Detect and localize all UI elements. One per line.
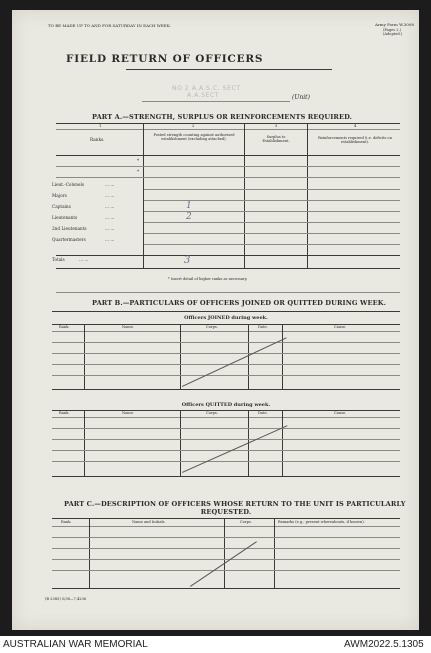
ranks-header: Ranks.: [90, 137, 105, 142]
part-c-col-corps: Corps.: [240, 520, 252, 524]
part-a-header-rule: [56, 155, 400, 156]
unit-stamp-line2: A.A.SECT: [187, 92, 220, 99]
posted-header: Posted strength counting against authorised establishment (excluding attached).: [153, 133, 235, 141]
section-rule: [56, 292, 400, 293]
form-pages: (Pages 2.): [383, 28, 402, 32]
part-b-rule: [52, 311, 400, 312]
table-row-rule: [52, 342, 400, 343]
table-row-rule: [52, 353, 400, 354]
surplus-header: Surplus to Establishment.: [262, 135, 290, 143]
table-row-rule: [52, 375, 400, 376]
rank-label: Lieut.-Colonels: [52, 182, 84, 187]
row-rule: [56, 166, 400, 167]
table-col-divider: [248, 324, 249, 389]
part-c-top-rule: [52, 518, 400, 519]
table-col-divider: [180, 410, 181, 476]
top-note: TO BE MADE UP TO AND FOR SATURDAY IN EACH WEEK.: [48, 23, 171, 28]
totals-label: Totals: [52, 257, 65, 262]
col-number-1: 1: [99, 124, 102, 128]
unit-line: [142, 101, 290, 102]
quitted-bottom-rule: [52, 476, 400, 477]
table-col-divider: [224, 518, 225, 588]
watermark-right: AWM2022.5.1305: [344, 639, 424, 650]
quitted-strike-line: [182, 425, 287, 472]
table-row-rule: [52, 461, 400, 462]
row-rule: [144, 200, 400, 201]
rank-label: 2nd Lieutenants: [52, 226, 87, 231]
part-a-top-rule: [56, 123, 400, 124]
table-row-rule: [52, 450, 400, 451]
row-rule: [144, 222, 400, 223]
quitted-col-name: Name.: [122, 411, 134, 415]
table-col-divider: [282, 324, 283, 389]
row-rule: [144, 189, 400, 190]
part-c-col-name: Name and Initials.: [132, 520, 166, 524]
unit-label: (Unit): [292, 94, 310, 101]
col-number-3: 3: [275, 124, 278, 128]
part-a-col-divider-2: [244, 123, 245, 268]
asterisk-2: *: [137, 169, 140, 174]
col-number-rule: [56, 129, 400, 130]
joined-col-corps: Corps.: [206, 325, 218, 329]
joined-col-name: Name.: [122, 325, 134, 329]
rank-label: Captains: [52, 204, 71, 209]
rank-label: Quartermasters: [52, 237, 86, 242]
print-code: (B 2585) 5/38—7,4236: [45, 597, 87, 601]
quitted-top-rule: [52, 410, 400, 411]
row-rule: [56, 177, 400, 178]
table-col-divider: [84, 324, 85, 389]
quitted-col-cause: Cause.: [334, 411, 347, 415]
joined-top-rule: [52, 324, 400, 325]
reinforcements-header: Reinforcements required (i.e. deficits on establishment).: [318, 136, 392, 144]
table-row-rule: [52, 548, 400, 549]
table-header-rule: [52, 417, 400, 418]
col-number-4: 4: [354, 124, 357, 128]
title-underline: [126, 69, 332, 70]
quitted-col-corps: Corps.: [206, 411, 218, 415]
row-rule: [144, 233, 400, 234]
quitted-col-date: Date.: [258, 411, 268, 415]
rank-dots: ... ...: [105, 226, 115, 231]
unit-stamp-line1: NO 2 A.A.S.C. SECT: [172, 85, 241, 92]
part-a-heading: PART A.—STRENGTH, SURPLUS OR REINFORCEMENTS REQUIRED.: [92, 113, 353, 121]
joined-col-rank: Rank.: [59, 325, 70, 329]
quitted-title: Officers QUITTED during week.: [181, 402, 271, 408]
asterisk-1: *: [137, 158, 140, 163]
table-row-rule: [52, 439, 400, 440]
joined-col-date: Date.: [258, 325, 268, 329]
form-adopted: (Adopted.): [383, 32, 403, 36]
rank-label: Lieutenants: [52, 215, 78, 220]
rank-dots: ... ...: [105, 237, 115, 242]
totals-value: 3: [184, 255, 191, 266]
table-row-rule: [52, 537, 400, 538]
table-col-divider: [89, 518, 90, 588]
rank-dots: ... ...: [105, 204, 115, 209]
form-sheet: [12, 10, 419, 630]
part-c-heading-line2: REQUESTED.: [200, 508, 252, 516]
joined-strike-line: [182, 337, 287, 386]
table-header-rule: [52, 331, 400, 332]
rank-dots: ... ...: [105, 215, 115, 220]
totals-rule: [56, 255, 400, 256]
row-rule: [144, 211, 400, 212]
part-a-bottom-rule: [56, 268, 400, 269]
totals-dots: ... ...: [79, 257, 89, 262]
page-title: FIELD RETURN OF OFFICERS: [66, 53, 264, 65]
table-col-divider: [180, 324, 181, 389]
rank-dots: ... ...: [105, 193, 115, 198]
joined-bottom-rule: [52, 389, 400, 390]
form-number: Army Form W.3008: [375, 22, 414, 27]
part-c-col-remarks: Remarks (e.g., present whereabouts, if known).: [278, 520, 365, 524]
lieutenants-value: 2: [186, 212, 192, 222]
table-row-rule: [52, 570, 400, 571]
part-a-col-divider-3: [307, 123, 308, 268]
captains-value: 1: [186, 201, 192, 211]
row-rule: [144, 244, 400, 245]
part-c-bottom-rule: [52, 588, 400, 589]
part-c-col-rank: Rank.: [61, 520, 72, 524]
part-b-heading: PART B.—PARTICULARS OF OFFICERS JOINED OR QUITTED DURING WEEK.: [92, 299, 386, 307]
col-number-2: 2: [192, 124, 195, 128]
table-row-rule: [52, 559, 400, 560]
part-a-footnote: * Insert detail of higher ranks as necessary.: [168, 277, 248, 281]
part-a-col-divider-1: [143, 123, 144, 268]
rank-dots: ... ...: [105, 182, 115, 187]
joined-col-cause: Cause.: [334, 325, 347, 329]
table-col-divider: [84, 410, 85, 476]
part-c-heading-line1: PART C.—DESCRIPTION OF OFFICERS WHOSE RETURN TO THE UNIT IS PARTICULARLY: [64, 500, 406, 508]
table-col-divider: [282, 410, 283, 476]
table-header-rule: [52, 526, 400, 527]
rank-label: Majors: [52, 193, 67, 198]
joined-title: Officers JOINED during week.: [184, 315, 268, 321]
watermark-left: AUSTRALIAN WAR MEMORIAL: [3, 639, 148, 650]
watermark-bar: [0, 636, 431, 653]
table-row-rule: [52, 428, 400, 429]
table-col-divider: [274, 518, 275, 588]
quitted-col-rank: Rank.: [59, 411, 70, 415]
